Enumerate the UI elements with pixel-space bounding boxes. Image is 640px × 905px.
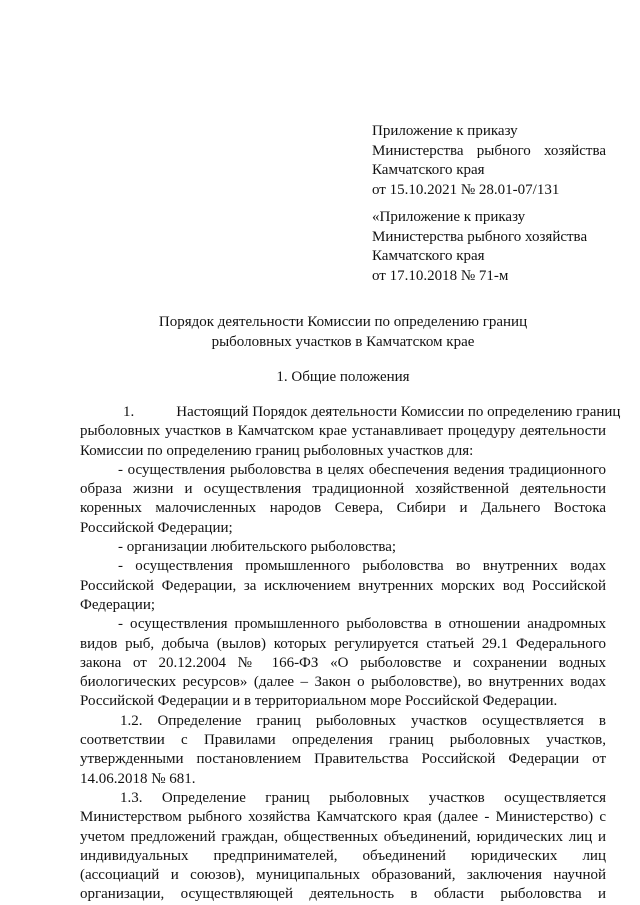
appendix-line: Камчатского края: [372, 162, 485, 178]
paragraph-line: утвержденными постановлением Правительства Российской Федерации от: [80, 751, 606, 768]
list-item-line: - осуществления промышленного рыболовства во внутренних водах: [118, 558, 606, 575]
list-item-line: образа жизни и осуществления традиционной хозяйственной деятельности: [80, 481, 606, 498]
paragraph-line: рыболовных участков в Камчатском крае устанавливает процедуру деятельности: [80, 423, 606, 440]
paragraph-line: 1.2. Определение границ рыболовных участков осуществляется в: [120, 712, 606, 729]
paragraph-line: [80, 403, 621, 422]
list-item-line: Российской Федерации, за исключением внутренних морских вод Российской: [80, 577, 606, 594]
paragraph-line: учетом предложений граждан, общественных объединений, юридических лиц и: [80, 828, 606, 845]
appendix-line: Министерства рыбного хозяйства: [372, 142, 606, 159]
paragraph-number: 1.: [123, 404, 135, 420]
paragraph-text: Настоящий Порядок деятельности Комиссии по определению границ: [176, 404, 621, 420]
list-item-line: - организации любительского рыболовства;: [118, 539, 397, 556]
document-body: [80, 403, 621, 905]
list-item-line: биологических ресурсов» (далее – Закон о рыболовстве), во внутренних водах: [80, 674, 606, 691]
section-heading: 1. Общие положения: [276, 369, 410, 385]
appendix-line: от 15.10.2021 № 28.01-07/131: [372, 181, 560, 198]
document-title-line: Порядок деятельности Комиссии по определению границ: [158, 314, 528, 330]
paragraph-line: (ассоциаций и союзов), муниципальных образований, заключения научной: [80, 867, 606, 884]
list-item-line: коренных малочисленных народов Севера, Сибири и Дальнего Востока: [80, 500, 606, 517]
appendix-line: Камчатского края: [372, 248, 485, 264]
paragraph-line: 14.06.2018 № 681.: [80, 770, 196, 787]
list-item-line: закона от 20.12.2004 № 166-ФЗ «О рыболовстве и сохранении водных: [80, 654, 606, 671]
list-item-line: Российской Федерации и в территориальном море Российской Федерации.: [80, 693, 558, 710]
list-item-line: - осуществления рыболовства в целях обеспечения ведения традиционного: [118, 461, 606, 478]
paragraph-line: Министерством рыбного хозяйства Камчатского края (далее - Министерство) с: [80, 809, 606, 826]
appendix-reference-current: [372, 122, 606, 200]
list-item-line: - осуществления промышленного рыболовства в отношении анадромных: [118, 616, 606, 633]
appendix-line: Министерства рыбного хозяйства: [372, 228, 588, 245]
paragraph-line: 1.3. Определение границ рыболовных участков осуществляется: [120, 789, 606, 806]
paragraph-line: организации, осуществляющей деятельность в области рыболовства и: [80, 886, 606, 903]
appendix-line: Приложение к приказу: [372, 123, 518, 139]
appendix-line: «Приложение к приказу: [372, 209, 526, 225]
list-item-line: Федерации;: [80, 596, 156, 613]
document-title-line: рыболовных участков в Камчатском крае: [211, 333, 475, 350]
list-item-line: Российской Федерации;: [80, 519, 233, 536]
document-title: [80, 313, 606, 352]
paragraph-line: соответствии с Правилами определения границ рыболовных участков,: [80, 732, 606, 749]
paragraph-line: индивидуальных предпринимателей, объединений юридических лиц: [80, 847, 606, 864]
appendix-line: от 17.10.2018 № 71-м: [372, 267, 509, 284]
paragraph-line: Комиссии по определению границ рыболовных участков для:: [80, 442, 474, 459]
list-item-line: видов рыб, добыча (вылов) которых регулируется статьей 29.1 Федерального: [80, 635, 606, 652]
appendix-reference-prior: [372, 208, 606, 286]
